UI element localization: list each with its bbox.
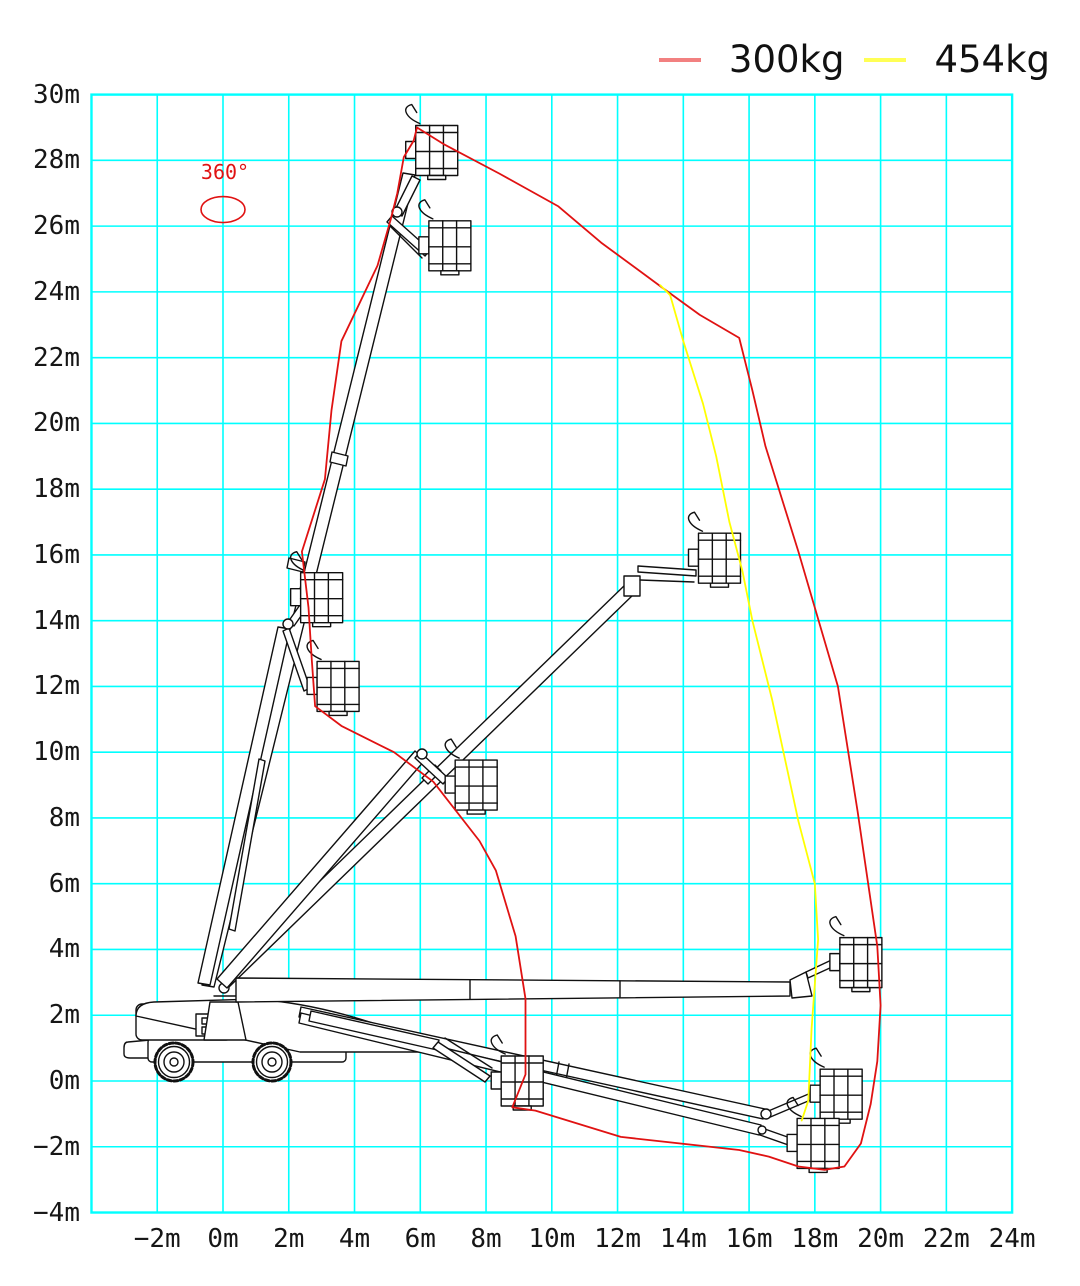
- legend-swatch-300kg: [659, 58, 701, 62]
- boom-lift-illustration: [124, 104, 882, 1172]
- wheel: [253, 1043, 291, 1081]
- y-axis-tick-label: 6m: [48, 868, 80, 899]
- legend-item-300kg: [659, 38, 845, 81]
- boom-positions: [198, 173, 843, 1147]
- y-axis-tick-label: −2m: [33, 1131, 80, 1162]
- jib-elbow: [758, 1126, 766, 1134]
- x-axis-tick-label: 20m: [857, 1224, 905, 1254]
- legend: [659, 38, 1050, 81]
- y-axis-tick-label: −4m: [33, 1197, 80, 1228]
- platform-basket: [419, 200, 471, 275]
- x-axis-tick-label: 22m: [922, 1224, 970, 1254]
- y-axis-tick-label: 28m: [33, 145, 80, 176]
- platform-basket: [810, 1048, 862, 1123]
- jib-elbow: [283, 619, 293, 629]
- platform-basket: [491, 1035, 543, 1110]
- x-axis-tick-label: 24m: [988, 1224, 1036, 1254]
- x-axis-tick-label: 12m: [594, 1224, 642, 1254]
- legend-label-300kg: 300kg: [728, 38, 845, 81]
- legend-label-454kg: 454kg: [934, 38, 1050, 81]
- x-axis-tick-label: 8m: [470, 1224, 502, 1254]
- y-axis-tick-label: 14m: [33, 605, 80, 636]
- legend-item-454kg: [864, 38, 1050, 81]
- jib-link: [640, 580, 694, 582]
- y-axis-tick-label: 12m: [33, 671, 80, 702]
- x-axis-tick-label: 14m: [659, 1224, 707, 1254]
- x-axis-tick-label: 10m: [528, 1224, 576, 1254]
- y-axis-tick-label: 8m: [48, 802, 80, 833]
- y-axis-tick-label: 18m: [33, 474, 80, 505]
- x-axis-tick-label: 4m: [338, 1224, 371, 1254]
- y-axis-tick-label: 22m: [33, 342, 80, 373]
- rotation-360-label: 360°: [200, 160, 250, 184]
- y-axis-tick-label: 2m: [48, 1000, 80, 1031]
- y-axis-tick-label: 10m: [33, 737, 80, 768]
- x-axis-tick-label: 6m: [404, 1224, 436, 1254]
- y-axis-tick-label: 4m: [48, 934, 80, 965]
- x-axis-tick-label: 18m: [791, 1224, 839, 1254]
- y-axis-tick-label: 24m: [33, 276, 80, 307]
- x-axis-tick-label: 0m: [207, 1224, 239, 1254]
- x-axis-tick-label: −2m: [133, 1224, 181, 1254]
- wheel: [155, 1043, 193, 1081]
- jib-elbow: [761, 1109, 771, 1119]
- boom-horizontal: [236, 978, 790, 1002]
- jib-arm: [638, 566, 696, 576]
- jib-bracket: [624, 576, 640, 596]
- y-axis-tick-label: 30m: [33, 79, 80, 110]
- y-axis-tick-label: 20m: [33, 408, 80, 439]
- x-axis-tick-label: 2m: [273, 1224, 305, 1254]
- legend-swatch-454kg: [864, 58, 906, 62]
- x-axis-tick-label: 16m: [725, 1224, 773, 1254]
- y-axis-tick-label: 0m: [48, 1066, 80, 1096]
- jib-elbow: [417, 749, 427, 759]
- y-axis-tick-label: 16m: [33, 539, 80, 570]
- y-axis-tick-label: 26m: [33, 211, 80, 242]
